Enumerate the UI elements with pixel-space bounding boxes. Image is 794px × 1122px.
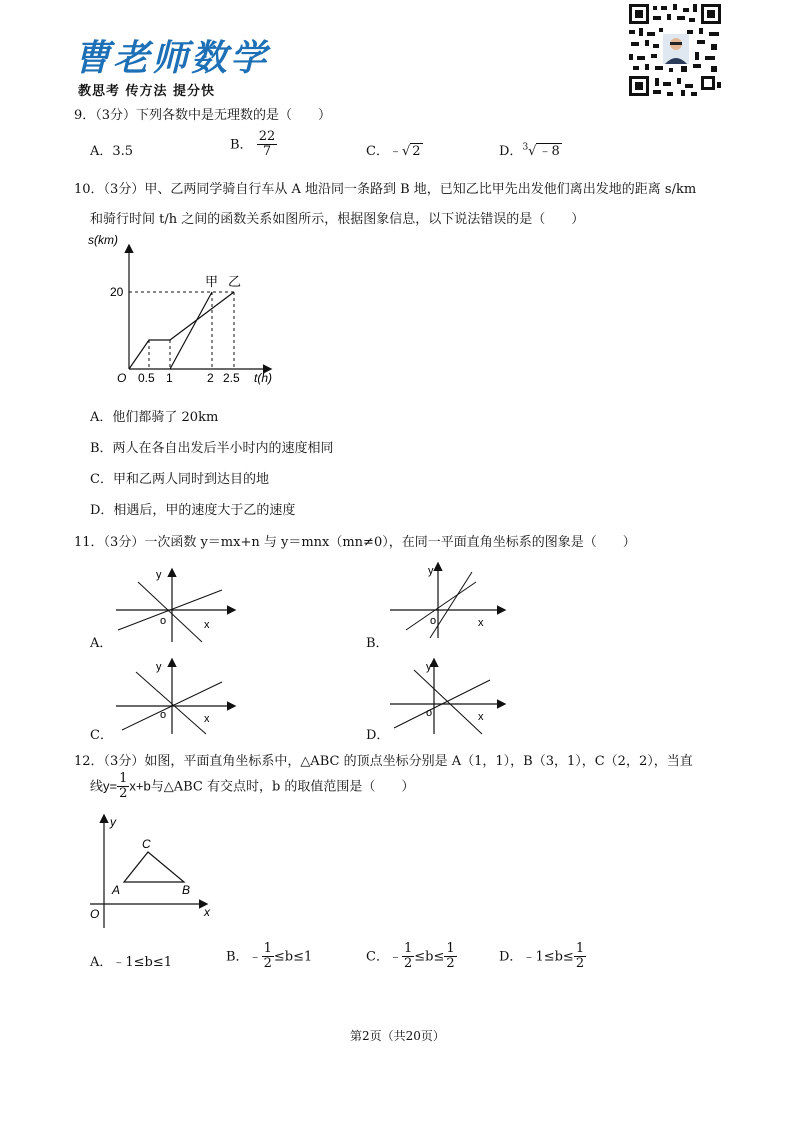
q12-a-label: A． (90, 955, 113, 970)
q9-b-num: 22 (258, 129, 276, 144)
q10-label-jia: 甲 (205, 274, 219, 289)
q12-eq-num: 1 (119, 771, 128, 786)
q10-graph (88, 232, 288, 392)
q10-x-tick-3: 2.5 (223, 371, 240, 385)
q9-d-radical: ﹣8 (538, 144, 560, 159)
q12-b-den: 2 (263, 956, 272, 972)
q12-option-c (366, 942, 457, 972)
q11-graph-d (386, 656, 516, 736)
q11-graph-b (386, 560, 516, 640)
q12-c-pre: ﹣ (388, 949, 402, 965)
q12-d-num: 1 (575, 941, 585, 956)
q12-graph (86, 812, 226, 932)
q10-option-b: B．两人在各自出发后半小时内的速度相同 (90, 441, 334, 456)
q10-x-tick-2: 2 (207, 371, 214, 385)
q12-eq-den: 2 (119, 786, 128, 802)
q12-point-b: B (182, 883, 191, 897)
q9-option-a (90, 140, 133, 159)
q11-label-b: B． (366, 636, 389, 651)
q9-b-label: B． (230, 137, 253, 153)
q12-b-post: ≤b≤1 (273, 949, 313, 965)
q11-label-c: C． (90, 728, 113, 743)
q10-origin: O (117, 371, 127, 385)
q11-a-x: x (204, 619, 210, 631)
q11-b-o: o (430, 615, 437, 627)
q12-c-label: C． (366, 949, 389, 965)
q12-a-text: ﹣1≤b≤1 (112, 955, 173, 970)
q12-stem-post: 与△ABC 有交点时，b 的取值范围是（ ） (150, 779, 415, 795)
q9-c-prefix: ﹣ (388, 144, 402, 159)
q10-stem-line2: 和骑行时间 t/h 之间的函数关系如图所示，根据图象信息，以下说法错误的是（ ） (90, 212, 585, 227)
sqrt-icon: √ (401, 144, 411, 159)
q12-c-fraction-1 (402, 942, 414, 972)
q10-stem-line1: 10．（3分）甲、乙两同学骑自行车从 A 地沿同一条路到 B 地，已知乙比甲先出发他们离出发地的距离 s/km (74, 182, 697, 197)
q12-d-pre: ﹣1≤b≤ (522, 949, 574, 965)
q12-b-num: 1 (263, 941, 272, 956)
q11-graph-a (112, 566, 242, 646)
q12-d-label: D． (499, 949, 523, 965)
q9-c-radical: 2 (412, 144, 421, 159)
q10-label-yi: 乙 (228, 274, 242, 289)
q11-label-a: A． (90, 636, 113, 651)
q10-x-tick-0: 0.5 (138, 371, 155, 385)
qr-code-icon (627, 2, 723, 98)
q12-c-den1: 2 (403, 956, 413, 972)
q9-b-fraction (257, 130, 278, 160)
q12-point-c: C (142, 837, 151, 851)
q12-d-den: 2 (575, 956, 585, 972)
q12-option-a (90, 951, 172, 970)
q12-option-b (226, 942, 312, 972)
q12-c-fraction-2 (444, 942, 456, 972)
q10-option-a: A．他们都骑了 20km (90, 410, 219, 425)
q9-c-label: C． (366, 144, 389, 159)
q12-c-num1: 1 (403, 941, 413, 956)
q9-d-index: 3 (522, 142, 529, 153)
q11-graph-c (112, 656, 242, 736)
q12-axis-x: x (204, 905, 210, 919)
q12-axis-y: y (110, 815, 116, 829)
q12-c-num2: 1 (446, 941, 455, 956)
page-number: 第2页（共20页） (350, 1029, 445, 1043)
q11-d-y: y (426, 661, 432, 673)
q10-option-c: C．甲和乙两人同时到达目的地 (90, 472, 269, 487)
q12-point-a: A (112, 883, 121, 897)
q12-b-pre: ﹣ (248, 949, 262, 965)
q9-d-label: D． (499, 144, 523, 159)
q11-a-y: y (156, 569, 162, 581)
q12-option-d (499, 942, 586, 972)
q11-d-o: o (426, 707, 433, 719)
logo-slogan: 教思考 传方法 提分快 (78, 84, 216, 99)
q10-x-tick-1: 1 (166, 371, 173, 385)
logo-title: 曹老师数学 (74, 37, 270, 79)
q10-ylabel: s(km) (88, 233, 118, 247)
q11-label-d: D． (366, 728, 390, 743)
q12-stem-line2 (90, 772, 414, 802)
q12-eq-y: y= (103, 778, 118, 794)
q11-c-o: o (160, 709, 167, 721)
q9-option-c (366, 140, 423, 159)
q11-b-y: y (428, 565, 434, 577)
q9-b-den: 7 (262, 144, 272, 160)
q9-stem: 9．（3分）下列各数中是无理数的是（ ） (74, 108, 332, 123)
q10-y-tick: 20 (110, 285, 124, 299)
q12-eq-fraction (117, 772, 129, 802)
q11-stem: 11．（3分）一次函数 y＝mx+n 与 y＝mnx（mn≠0），在同一平面直角坐标系的图象是（ ） (74, 535, 636, 550)
q10-option-d: D．相遇后，甲的速度大于乙的速度 (90, 503, 296, 518)
q11-d-x: x (478, 711, 484, 723)
q12-origin: O (90, 907, 100, 921)
q9-option-d (499, 140, 562, 159)
q12-c-den2: 2 (446, 956, 455, 972)
q12-eq-rest: x+b (129, 778, 151, 794)
q11-a-o: o (160, 615, 167, 627)
q12-b-fraction (262, 942, 274, 972)
q10-xlabel: t(h) (254, 371, 272, 385)
q12-c-mid: ≤b≤ (414, 949, 445, 965)
q11-c-x: x (204, 713, 210, 725)
q12-stem-line1: 12．（3分）如图，平面直角坐标系中，△ABC 的顶点坐标分别是 A（1，1），B（3，1），C（2，2），当直 (74, 754, 693, 769)
q9-a-label: A． (90, 144, 113, 159)
q9-a-value: 3.5 (112, 144, 134, 159)
q12-b-label: B． (226, 949, 249, 965)
q11-c-y: y (156, 661, 162, 673)
q11-b-x: x (478, 617, 484, 629)
q12-stem-pre: 线 (90, 779, 104, 795)
q12-d-fraction (574, 942, 586, 972)
sqrt-icon: √ (528, 144, 537, 159)
q9-option-b (230, 130, 277, 160)
